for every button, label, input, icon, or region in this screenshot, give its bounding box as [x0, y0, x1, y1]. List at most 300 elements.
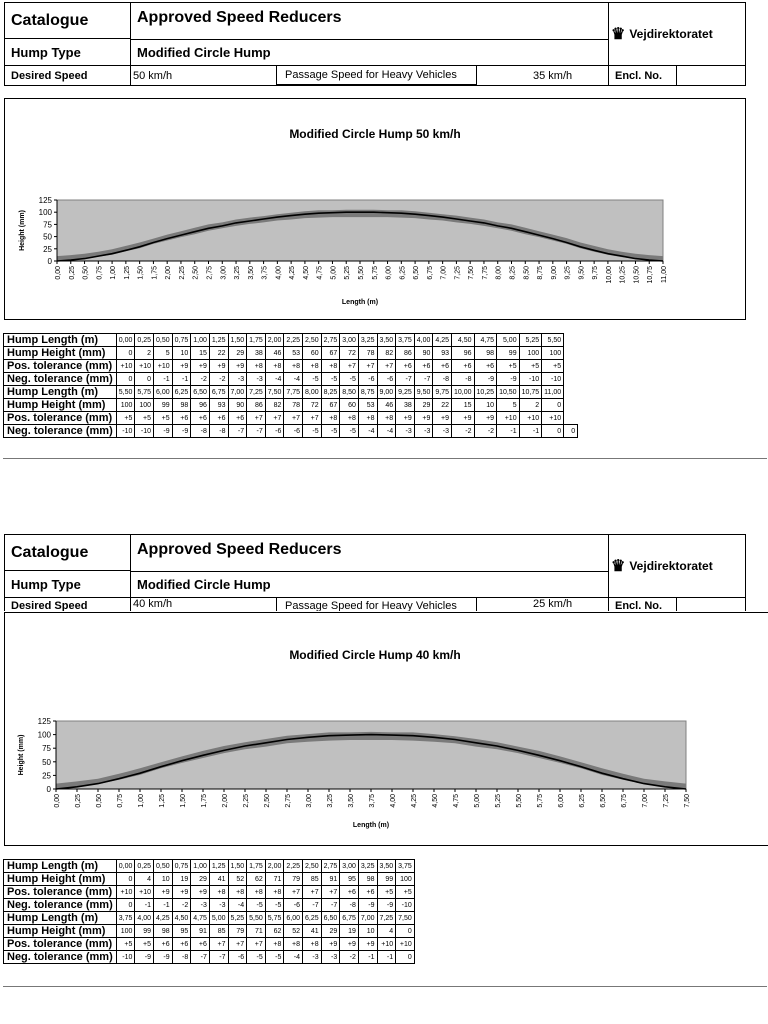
table-cell: +7 [377, 360, 396, 373]
x-tick-label: 0,00 [54, 794, 61, 808]
table-cell: +9 [358, 938, 377, 951]
hump-type-value: Modified Circle Hump [131, 571, 609, 598]
table-row [4, 912, 415, 925]
y-tick-label: 125 [38, 196, 52, 205]
x-tick-label: 0,25 [68, 266, 76, 280]
row-label: Hump Height (mm) [4, 925, 117, 938]
row-label: Hump Length (m) [4, 860, 117, 873]
x-tick-label: 0,25 [75, 794, 82, 808]
table-cell: 0,25 [135, 860, 154, 873]
table-cell: -8 [452, 373, 475, 386]
table-cell: 86 [247, 399, 266, 412]
passage-speed-value: 35 km/h [477, 66, 609, 85]
x-tick-label: 5,50 [358, 266, 365, 280]
table-cell: 93 [209, 399, 228, 412]
x-tick-label: 4,75 [316, 266, 324, 280]
row-label: Pos. tolerance (mm) [4, 360, 117, 373]
table-cell: -7 [414, 373, 433, 386]
table-cell: 5,25 [228, 912, 247, 925]
x-tick-label: 10,75 [647, 266, 655, 284]
x-tick-label: 9,75 [592, 266, 600, 280]
table-cell: 29 [228, 347, 247, 360]
table-cell: 1,75 [247, 860, 266, 873]
table-cell: 9,25 [396, 386, 415, 399]
x-tick-label: 4,50 [432, 794, 439, 808]
table-cell: 8,75 [358, 386, 377, 399]
table-cell: 3,00 [340, 334, 359, 347]
table-cell: 0 [564, 425, 578, 438]
sheet-divider [3, 458, 767, 459]
table-cell: 0,50 [154, 334, 173, 347]
x-tick-label: 11,00 [661, 266, 668, 283]
x-tick-label: 7,00 [440, 266, 448, 280]
table-cell: -4 [284, 951, 303, 964]
table-cell: 72 [303, 399, 322, 412]
table-row [4, 347, 578, 360]
table-cell: +5 [135, 412, 154, 425]
x-tick-label: 6,50 [413, 266, 421, 280]
table-row [4, 425, 578, 438]
table-cell: 6,75 [209, 386, 228, 399]
table-cell: 100 [116, 925, 135, 938]
table-cell: 0,00 [116, 860, 135, 873]
table-cell: +9 [433, 412, 452, 425]
table-cell: -5 [321, 425, 340, 438]
table-cell: -1 [497, 425, 520, 438]
row-label: Neg. tolerance (mm) [4, 951, 117, 964]
table-cell: +10 [497, 412, 520, 425]
table-cell: +5 [377, 886, 396, 899]
y-axis-label: Height (mm) [18, 734, 25, 776]
table-cell: 0 [396, 925, 415, 938]
row-label: Hump Height (mm) [4, 873, 117, 886]
x-tick-label: 3,75 [261, 266, 269, 280]
table-cell: +5 [135, 938, 154, 951]
table-cell: 38 [247, 347, 266, 360]
table-cell: 7,00 [228, 386, 247, 399]
x-tick-label: 9,50 [578, 266, 586, 280]
x-tick-label: 4,50 [302, 266, 310, 280]
x-tick-label: 7,75 [481, 266, 489, 280]
table-cell: 82 [377, 347, 396, 360]
x-tick-label: 7,25 [663, 794, 670, 808]
table-cell: 4,25 [154, 912, 173, 925]
x-tick-label: 4,00 [390, 794, 397, 808]
table-cell: +10 [116, 886, 135, 899]
table-cell: +6 [228, 412, 247, 425]
table-cell: +9 [474, 412, 497, 425]
table-cell: +5 [116, 412, 135, 425]
table-cell: 41 [303, 925, 322, 938]
table-cell: -8 [209, 425, 228, 438]
table-cell: -3 [303, 951, 322, 964]
table-cell: 5 [154, 347, 173, 360]
x-tick-label: 9,00 [550, 266, 558, 280]
table-cell: 1,00 [191, 860, 210, 873]
table-cell: 3,75 [396, 334, 415, 347]
table-cell: 3,25 [358, 860, 377, 873]
table-cell: -7 [209, 951, 228, 964]
table-cell: +6 [452, 360, 475, 373]
table-cell: 96 [452, 347, 475, 360]
table-cell: 86 [396, 347, 415, 360]
x-tick-label: 3,25 [327, 794, 334, 808]
table-cell: 1,00 [191, 334, 210, 347]
table-cell: 100 [396, 873, 415, 886]
table-cell: 100 [135, 399, 154, 412]
table-cell: 4 [135, 873, 154, 886]
table-cell: 41 [209, 873, 228, 886]
chart-title: Modified Circle Hump 50 km/h [289, 127, 461, 141]
table-cell: 6,75 [340, 912, 359, 925]
table-cell: +7 [209, 938, 228, 951]
x-tick-label: 7,25 [454, 266, 462, 280]
table-cell: +7 [321, 886, 340, 899]
table-cell: +6 [474, 360, 497, 373]
y-tick-label: 75 [42, 744, 51, 754]
x-tick-label: 4,25 [289, 266, 297, 280]
x-tick-label: 1,25 [159, 794, 166, 808]
x-tick-label: 3,50 [348, 794, 355, 808]
table-cell: 5,50 [542, 334, 564, 347]
table-cell: -4 [228, 899, 247, 912]
table-row [4, 925, 415, 938]
x-tick-label: 2,50 [264, 794, 271, 808]
table-cell: 2,50 [303, 860, 322, 873]
table-cell: 46 [265, 347, 284, 360]
row-label: Pos. tolerance (mm) [4, 412, 117, 425]
table-cell: 0,00 [116, 334, 135, 347]
table-cell: +8 [377, 412, 396, 425]
table-cell: -9 [474, 373, 497, 386]
table-cell: +7 [284, 412, 303, 425]
table-cell: +8 [284, 938, 303, 951]
x-tick-label: 3,75 [369, 794, 376, 808]
chart-box-1 [4, 98, 746, 320]
sheet-divider [3, 986, 767, 987]
table-cell: 3,75 [116, 912, 135, 925]
table-cell: 4,00 [414, 334, 433, 347]
table-cell: 96 [191, 399, 210, 412]
table-cell: -8 [340, 899, 359, 912]
table-cell: -9 [377, 899, 396, 912]
table-cell: 100 [542, 347, 564, 360]
table-cell: 91 [321, 873, 340, 886]
table-cell: +5 [519, 360, 542, 373]
table-cell: +8 [358, 412, 377, 425]
table-cell: 95 [172, 925, 191, 938]
x-tick-label: 2,75 [206, 266, 214, 280]
table-cell: 99 [377, 873, 396, 886]
desired-speed-label: Desired Speed [5, 66, 131, 85]
table-cell: +9 [209, 360, 228, 373]
table-cell: 100 [116, 399, 135, 412]
y-tick-label: 100 [37, 730, 51, 740]
catalogue-title: Approved Speed Reducers [131, 535, 609, 571]
table-cell: +5 [154, 412, 173, 425]
table-cell: 5,25 [519, 334, 542, 347]
logo-cell [609, 3, 745, 66]
table-cell: 10 [172, 347, 191, 360]
x-tick-label: 6,25 [579, 794, 586, 808]
desired-speed-label: Desired Speed [5, 598, 131, 611]
logo-cell [609, 535, 745, 598]
table-cell: -3 [414, 425, 433, 438]
table-cell: 0 [396, 951, 415, 964]
table-cell: 5,75 [265, 912, 284, 925]
table-cell: 29 [321, 925, 340, 938]
table-cell: -3 [321, 951, 340, 964]
table-cell: +8 [321, 412, 340, 425]
table-cell: 3,75 [396, 860, 415, 873]
x-tick-label: 2,25 [178, 266, 186, 280]
table-cell: -6 [265, 425, 284, 438]
table-cell: -4 [265, 373, 284, 386]
table-cell: -1 [135, 899, 154, 912]
table-cell: -5 [340, 425, 359, 438]
table-cell: 3,00 [340, 860, 359, 873]
table-cell: -7 [228, 425, 247, 438]
table-cell: 6,00 [154, 386, 173, 399]
x-tick-label: 0,00 [55, 266, 62, 280]
table-cell: 10,00 [452, 386, 475, 399]
x-tick-label: 6,25 [399, 266, 407, 280]
table-cell: 7,50 [265, 386, 284, 399]
encl-label: Encl. No. [609, 66, 677, 85]
table-cell: 4,75 [474, 334, 497, 347]
x-tick-label: 2,00 [222, 794, 229, 808]
table-cell: +10 [135, 360, 154, 373]
table-cell: 2,75 [321, 860, 340, 873]
x-tick-label: 8,00 [495, 266, 503, 280]
x-tick-label: 5,00 [330, 266, 338, 280]
table-cell: -3 [433, 425, 452, 438]
table-cell: -5 [321, 373, 340, 386]
table-cell: +8 [247, 886, 266, 899]
table-cell: 6,50 [191, 386, 210, 399]
table-cell: 93 [433, 347, 452, 360]
y-tick-label: 100 [38, 208, 52, 218]
table-cell: -2 [340, 951, 359, 964]
table-cell: +8 [321, 360, 340, 373]
table-cell: 10,75 [519, 386, 542, 399]
table-cell: +9 [414, 412, 433, 425]
table-cell: -9 [154, 425, 173, 438]
table-cell: +7 [340, 360, 359, 373]
table-cell: -10 [519, 373, 542, 386]
table-cell: 99 [154, 399, 173, 412]
table-cell: 53 [284, 347, 303, 360]
crown-emblem-icon: ♛ [611, 558, 626, 575]
y-tick-label: 0 [47, 257, 52, 266]
table-cell: 5,50 [247, 912, 266, 925]
table-cell: 0,25 [135, 334, 154, 347]
table-cell: 0 [116, 347, 135, 360]
table-cell: 6,50 [321, 912, 340, 925]
table-cell: +6 [340, 886, 359, 899]
row-label: Hump Length (m) [4, 912, 117, 925]
table-cell: 3,25 [358, 334, 377, 347]
table-cell: -8 [191, 425, 210, 438]
y-tick-label: 50 [42, 757, 51, 767]
table-cell: +6 [172, 938, 191, 951]
table-cell: -1 [377, 951, 396, 964]
table-cell: 3,50 [377, 334, 396, 347]
table-cell: +7 [265, 412, 284, 425]
x-tick-label: 3,25 [234, 266, 242, 280]
table-cell: 5,75 [135, 386, 154, 399]
table-cell: 85 [303, 873, 322, 886]
table-cell: 8,00 [303, 386, 322, 399]
table-cell: 0,75 [172, 334, 191, 347]
y-tick-label: 50 [43, 232, 52, 242]
table-cell: +10 [116, 360, 135, 373]
table-cell: 2,50 [303, 334, 322, 347]
hump-profile-chart-50 [5, 99, 745, 319]
table-cell: 1,75 [247, 334, 266, 347]
table-cell: 7,25 [377, 912, 396, 925]
row-label: Hump Height (mm) [4, 399, 117, 412]
table-cell: -1 [519, 425, 542, 438]
x-tick-label: 0,50 [82, 266, 90, 280]
table-cell: -4 [358, 425, 377, 438]
table-cell: -7 [247, 425, 266, 438]
x-tick-label: 6,75 [426, 266, 434, 280]
table-cell: 95 [340, 873, 359, 886]
table-cell: 2,25 [284, 334, 303, 347]
x-tick-label: 7,50 [468, 266, 476, 280]
table-cell: 2,00 [265, 334, 284, 347]
table-cell: -9 [154, 951, 173, 964]
table-cell: -10 [116, 951, 135, 964]
table-cell: +8 [265, 360, 284, 373]
hump-data-table-2 [3, 859, 415, 964]
table-cell: 0 [116, 873, 135, 886]
x-tick-label: 4,25 [411, 794, 418, 808]
x-tick-label: 3,50 [247, 266, 255, 280]
x-tick-label: 7,50 [684, 794, 691, 808]
x-tick-label: 5,75 [537, 794, 544, 808]
table-cell: +7 [303, 886, 322, 899]
catalogue-label: Catalogue [5, 535, 131, 571]
row-label: Pos. tolerance (mm) [4, 938, 117, 951]
table-cell: 60 [340, 399, 359, 412]
x-tick-label: 4,00 [275, 266, 283, 280]
table-cell: 78 [284, 399, 303, 412]
table-cell: 10 [474, 399, 497, 412]
table-cell: +7 [247, 412, 266, 425]
table-cell: -2 [191, 373, 210, 386]
x-tick-label: 8,50 [523, 266, 531, 280]
x-tick-label: 6,00 [385, 266, 393, 280]
table-cell: +10 [519, 412, 542, 425]
table-cell: +5 [396, 886, 415, 899]
table-cell: 9,75 [433, 386, 452, 399]
table-cell: 4 [377, 925, 396, 938]
table-cell: 10,50 [497, 386, 520, 399]
table-cell: -9 [497, 373, 520, 386]
table-cell: -1 [154, 373, 173, 386]
x-tick-label: 5,00 [474, 794, 481, 808]
table-cell: +6 [396, 360, 415, 373]
table-cell: -5 [340, 373, 359, 386]
table-cell: -10 [542, 373, 564, 386]
table-cell: 85 [209, 925, 228, 938]
table-cell: +8 [265, 938, 284, 951]
table-cell: 4,50 [172, 912, 191, 925]
y-tick-label: 125 [37, 717, 51, 726]
table-cell: -1 [358, 951, 377, 964]
table-cell: -7 [191, 951, 210, 964]
table-cell: 5,00 [209, 912, 228, 925]
table-cell: -1 [154, 899, 173, 912]
table-cell: -7 [303, 899, 322, 912]
table-cell: -3 [396, 425, 415, 438]
x-axis-label: Length (m) [341, 299, 379, 306]
table-cell: 6,25 [303, 912, 322, 925]
catalogue-label: Catalogue [5, 3, 131, 39]
y-axis-label: Height (mm) [19, 210, 26, 251]
x-tick-label: 3,00 [220, 266, 228, 280]
table-cell: -5 [265, 951, 284, 964]
hump-type-label: Hump Type [5, 39, 131, 66]
table-cell: 98 [172, 399, 191, 412]
table-cell: 22 [209, 347, 228, 360]
x-tick-label: 5,75 [371, 266, 379, 280]
table-cell: -5 [303, 373, 322, 386]
table-cell: 7,00 [358, 912, 377, 925]
table-cell: +8 [265, 886, 284, 899]
table-cell: 99 [497, 347, 520, 360]
encl-label: Encl. No. [609, 598, 677, 611]
x-tick-label: 10,25 [619, 266, 627, 284]
table-cell: 0 [542, 399, 564, 412]
table-cell: 7,25 [247, 386, 266, 399]
table-cell: 52 [228, 873, 247, 886]
table-cell: 0 [116, 373, 135, 386]
table-cell: -6 [358, 373, 377, 386]
table-cell: -10 [396, 899, 415, 912]
table-cell: 1,25 [209, 334, 228, 347]
row-label: Pos. tolerance (mm) [4, 886, 117, 899]
table-cell: 2,75 [321, 334, 340, 347]
table-cell: +7 [358, 360, 377, 373]
x-tick-label: 1,75 [201, 794, 208, 808]
table-cell: +7 [284, 886, 303, 899]
table-cell: 0 [135, 373, 154, 386]
table-cell: 100 [519, 347, 542, 360]
table-cell: 60 [303, 347, 322, 360]
x-tick-label: 2,50 [192, 266, 200, 280]
table-cell: +5 [116, 938, 135, 951]
table-cell: 2,25 [284, 860, 303, 873]
x-tick-label: 1,00 [138, 794, 145, 808]
table-cell: 1,50 [228, 860, 247, 873]
table-cell: 29 [414, 399, 433, 412]
table-cell: 53 [358, 399, 377, 412]
table-cell: 7,50 [396, 912, 415, 925]
crown-emblem-icon: ♛ [611, 26, 626, 43]
table-cell: +6 [209, 412, 228, 425]
table-cell: +9 [172, 360, 191, 373]
table-cell: 10,25 [474, 386, 497, 399]
x-tick-label: 7,00 [642, 794, 649, 808]
table-cell: -5 [303, 425, 322, 438]
table-cell: 62 [247, 873, 266, 886]
table-cell: -10 [116, 425, 135, 438]
table-cell: +8 [284, 360, 303, 373]
y-tick-label: 25 [42, 771, 51, 781]
